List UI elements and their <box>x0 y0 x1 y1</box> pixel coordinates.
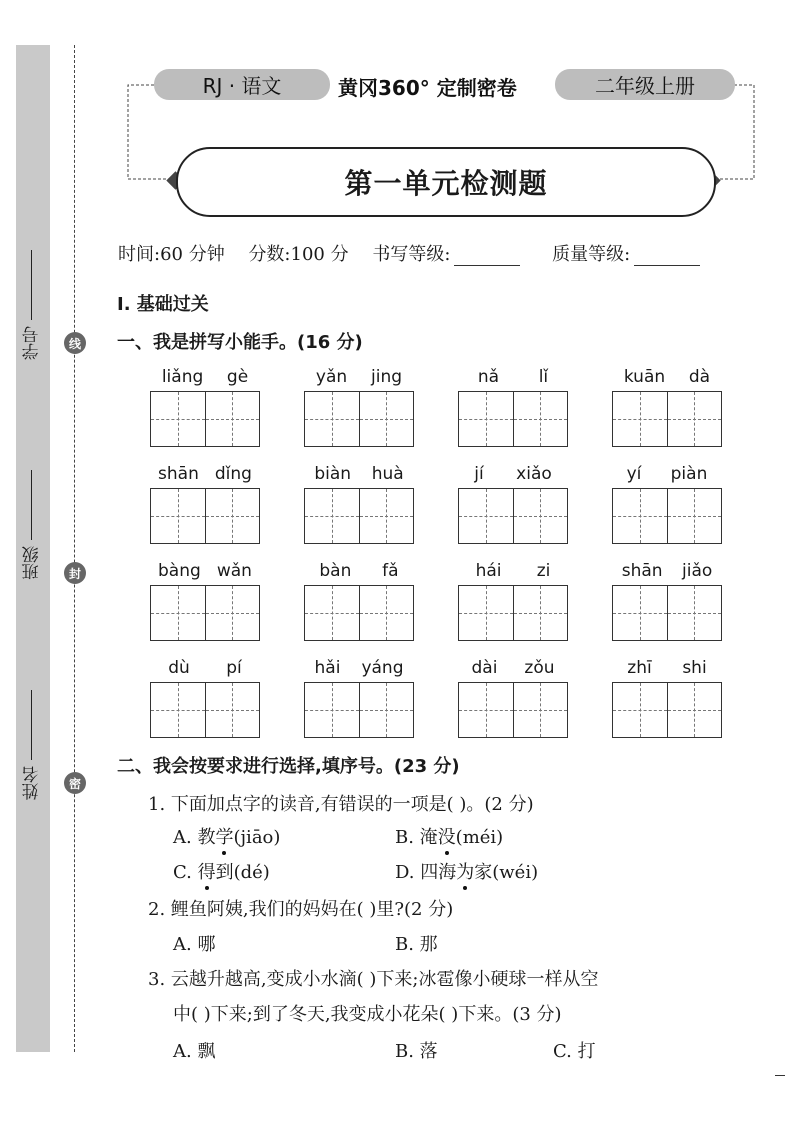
q3-option-b[interactable]: B. 落 <box>395 1041 438 1062</box>
pinyin-syllable: jiǎo <box>682 561 713 581</box>
pinyin-group <box>612 560 722 641</box>
pinyin-group <box>458 463 568 544</box>
tian-grid-cell[interactable] <box>459 586 513 640</box>
q1-option-a[interactable] <box>173 823 280 849</box>
q1-d-dot: 为 <box>456 862 475 883</box>
name-field[interactable] <box>22 690 42 800</box>
tian-grid-box <box>150 391 260 447</box>
pinyin-syllable: lǐ <box>538 367 549 387</box>
pinyin-syllable: yǎn <box>315 367 348 387</box>
tian-grid-cell[interactable] <box>151 586 205 640</box>
tian-grid-cell[interactable] <box>459 392 513 446</box>
tian-grid-box <box>304 682 414 738</box>
section1-title: 一、我是拼写小能手。(16 分) <box>117 332 363 353</box>
tian-grid-cell[interactable] <box>613 683 667 737</box>
pinyin-syllable: zhī <box>627 658 652 678</box>
section2-title: 二、我会按要求进行选择,填序号。(23 分) <box>117 756 460 777</box>
tian-grid-box <box>612 488 722 544</box>
tian-grid-box <box>458 488 568 544</box>
q1-c-post: 到(dé) <box>215 862 270 883</box>
pinyin-group <box>458 657 568 738</box>
pinyin-syllable: biàn <box>314 464 352 484</box>
tian-grid-box <box>458 585 568 641</box>
tian-grid-box <box>304 585 414 641</box>
tian-grid-box <box>458 391 568 447</box>
pinyin-group <box>150 366 260 447</box>
class-label: 班级 <box>22 546 43 580</box>
pinyin-syllable: dǐng <box>214 464 252 484</box>
tian-grid-box <box>612 585 722 641</box>
part-title: Ⅰ. 基础过关 <box>117 294 209 315</box>
seal-mi: 密 <box>64 772 86 794</box>
pinyin-syllable: shi <box>682 658 707 678</box>
student-id-blank[interactable] <box>32 250 33 320</box>
pinyin-syllable: wǎn <box>216 561 252 581</box>
seal-feng: 封 <box>64 562 86 584</box>
pinyin-row <box>150 366 260 388</box>
q1-c-pre: C. <box>173 862 198 883</box>
pinyin-row <box>304 657 414 679</box>
pinyin-row <box>304 366 414 388</box>
pinyin-group <box>150 657 260 738</box>
pinyin-syllable: pí <box>226 658 242 678</box>
pinyin-group <box>458 366 568 447</box>
q1-option-c[interactable] <box>173 858 270 884</box>
q1-b-dot: 没 <box>437 827 456 848</box>
tian-grid-cell[interactable] <box>305 586 359 640</box>
pinyin-syllable: bàn <box>319 561 352 581</box>
tian-grid-cell[interactable] <box>459 683 513 737</box>
tian-grid-box <box>612 682 722 738</box>
q2-option-a[interactable]: A. 哪 <box>173 934 216 955</box>
tian-grid-cell[interactable] <box>613 392 667 446</box>
pinyin-syllable: xiǎo <box>516 464 552 484</box>
tian-grid-cell[interactable] <box>205 683 260 737</box>
pinyin-row <box>458 657 568 679</box>
q1-b-pre: B. 淹 <box>395 827 438 848</box>
pinyin-syllable: jí <box>474 464 484 484</box>
pinyin-group <box>150 560 260 641</box>
pinyin-syllable: shān <box>158 464 199 484</box>
tian-grid-cell[interactable] <box>359 392 414 446</box>
q1-b-post: (méi) <box>455 827 504 848</box>
tian-grid-cell[interactable] <box>513 586 568 640</box>
quality-grade-blank[interactable] <box>634 247 700 266</box>
cut-line <box>74 45 75 1052</box>
class-blank[interactable] <box>32 470 33 540</box>
pinyin-syllable: bàng <box>158 561 201 581</box>
class-field[interactable] <box>22 470 42 580</box>
q1-a-dot: 学 <box>215 827 234 848</box>
pinyin-syllable: jing <box>371 367 403 387</box>
q1-stem: 1. 下面加点字的读音,有错误的一项是( )。(2 分) <box>148 794 534 815</box>
tian-grid-cell[interactable] <box>613 489 667 543</box>
pinyin-row <box>304 463 414 485</box>
name-blank[interactable] <box>32 690 33 760</box>
tian-grid-cell[interactable] <box>151 489 205 543</box>
pinyin-syllable: hái <box>475 561 502 581</box>
tian-grid-cell[interactable] <box>305 489 359 543</box>
pinyin-group <box>304 366 414 447</box>
tian-grid-cell[interactable] <box>151 392 205 446</box>
pinyin-syllable: dù <box>168 658 190 678</box>
tian-grid-cell[interactable] <box>667 489 722 543</box>
grade-pill: 二年级上册 <box>555 69 735 100</box>
subject-pill: RJ · 语文 <box>154 69 330 100</box>
q1-d-pre: D. 四海 <box>395 862 457 883</box>
pinyin-row <box>612 560 722 582</box>
q1-a-post: (jiāo) <box>233 827 281 848</box>
quality-grade-label: 质量等级: <box>552 244 631 265</box>
pinyin-syllable: dà <box>688 367 711 387</box>
student-id-label: 学号 <box>22 326 43 360</box>
q1-option-b[interactable] <box>395 823 503 849</box>
q2-option-b[interactable]: B. 那 <box>395 934 438 955</box>
student-id-field[interactable] <box>22 250 42 360</box>
pinyin-row <box>612 366 722 388</box>
writing-grade-label: 书写等级: <box>372 244 451 265</box>
q1-c-dot: 得 <box>197 862 216 883</box>
pinyin-group <box>304 657 414 738</box>
pinyin-group <box>458 560 568 641</box>
q3-option-a[interactable]: A. 飘 <box>173 1041 216 1062</box>
tian-grid-box <box>150 488 260 544</box>
exam-meta <box>118 240 704 266</box>
pinyin-syllable: zǒu <box>524 658 555 678</box>
pinyin-syllable: fǎ <box>382 561 399 581</box>
pinyin-group <box>150 463 260 544</box>
pinyin-syllable: kuān <box>623 367 666 387</box>
pinyin-syllable: huà <box>371 464 404 484</box>
tian-grid-cell[interactable] <box>667 586 722 640</box>
pinyin-row <box>304 560 414 582</box>
pinyin-syllable: nǎ <box>477 367 500 387</box>
tian-grid-cell[interactable] <box>613 586 667 640</box>
pinyin-syllable: yí <box>626 464 642 484</box>
tian-grid-box <box>304 488 414 544</box>
pinyin-group <box>612 463 722 544</box>
q1-d-post: 家(wéi) <box>474 862 539 883</box>
pinyin-syllable: liǎng <box>161 367 204 387</box>
tian-grid-cell[interactable] <box>151 683 205 737</box>
pinyin-syllable: zi <box>536 561 551 581</box>
pinyin-syllable: dài <box>471 658 498 678</box>
pinyin-row <box>612 463 722 485</box>
q3-stem-line2: 中( )下来;到了冬天,我变成小花朵( )下来。(3 分) <box>173 1004 562 1025</box>
pinyin-row <box>150 657 260 679</box>
brand-title: 黄冈360° 定制密卷 <box>338 76 517 100</box>
tian-grid-cell[interactable] <box>359 586 414 640</box>
score-info: 分数:100 分 <box>248 244 349 265</box>
pinyin-row <box>612 657 722 679</box>
tian-grid-cell[interactable] <box>205 586 260 640</box>
tian-grid-box <box>304 391 414 447</box>
tian-grid-box <box>150 585 260 641</box>
pinyin-group <box>304 463 414 544</box>
writing-grade-blank[interactable] <box>454 247 520 266</box>
q3-option-c[interactable]: C. 打 <box>553 1041 596 1062</box>
pinyin-row <box>150 463 260 485</box>
q1-option-d[interactable] <box>395 858 538 884</box>
tian-grid-cell[interactable] <box>667 392 722 446</box>
pinyin-row <box>458 463 568 485</box>
page-title: 第一单元检测题 <box>176 147 716 217</box>
tian-grid-cell[interactable] <box>513 683 568 737</box>
tian-grid-cell[interactable] <box>205 392 260 446</box>
pinyin-row <box>150 560 260 582</box>
pinyin-group <box>612 366 722 447</box>
tian-grid-box <box>150 682 260 738</box>
tian-grid-cell[interactable] <box>513 489 568 543</box>
pinyin-syllable: hǎi <box>314 658 341 678</box>
tian-grid-cell[interactable] <box>513 392 568 446</box>
tian-grid-box <box>458 682 568 738</box>
time-info: 时间:60 分钟 <box>118 244 225 265</box>
tian-grid-cell[interactable] <box>305 683 359 737</box>
tian-grid-cell[interactable] <box>205 489 260 543</box>
tian-grid-cell[interactable] <box>359 683 414 737</box>
seal-xian: 线 <box>64 332 86 354</box>
tian-grid-cell[interactable] <box>667 683 722 737</box>
q3-stem-line1: 3. 云越升越高,变成小水滴( )下来;冰雹像小硬球一样从空 <box>148 969 599 990</box>
pinyin-syllable: yáng <box>361 658 404 678</box>
name-label: 姓名 <box>22 766 43 800</box>
q1-a-pre: A. 教 <box>173 827 216 848</box>
pinyin-syllable: piàn <box>670 464 708 484</box>
pinyin-syllable: gè <box>226 367 249 387</box>
pinyin-group <box>612 657 722 738</box>
pinyin-group <box>304 560 414 641</box>
page-edge-mark <box>775 1075 785 1076</box>
tian-grid-box <box>612 391 722 447</box>
q2-stem: 2. 鲤鱼阿姨,我们的妈妈在( )里?(2 分) <box>148 899 454 920</box>
pinyin-row <box>458 366 568 388</box>
pinyin-syllable: shān <box>621 561 663 581</box>
tian-grid-cell[interactable] <box>305 392 359 446</box>
tian-grid-cell[interactable] <box>459 489 513 543</box>
pinyin-row <box>458 560 568 582</box>
tian-grid-cell[interactable] <box>359 489 414 543</box>
